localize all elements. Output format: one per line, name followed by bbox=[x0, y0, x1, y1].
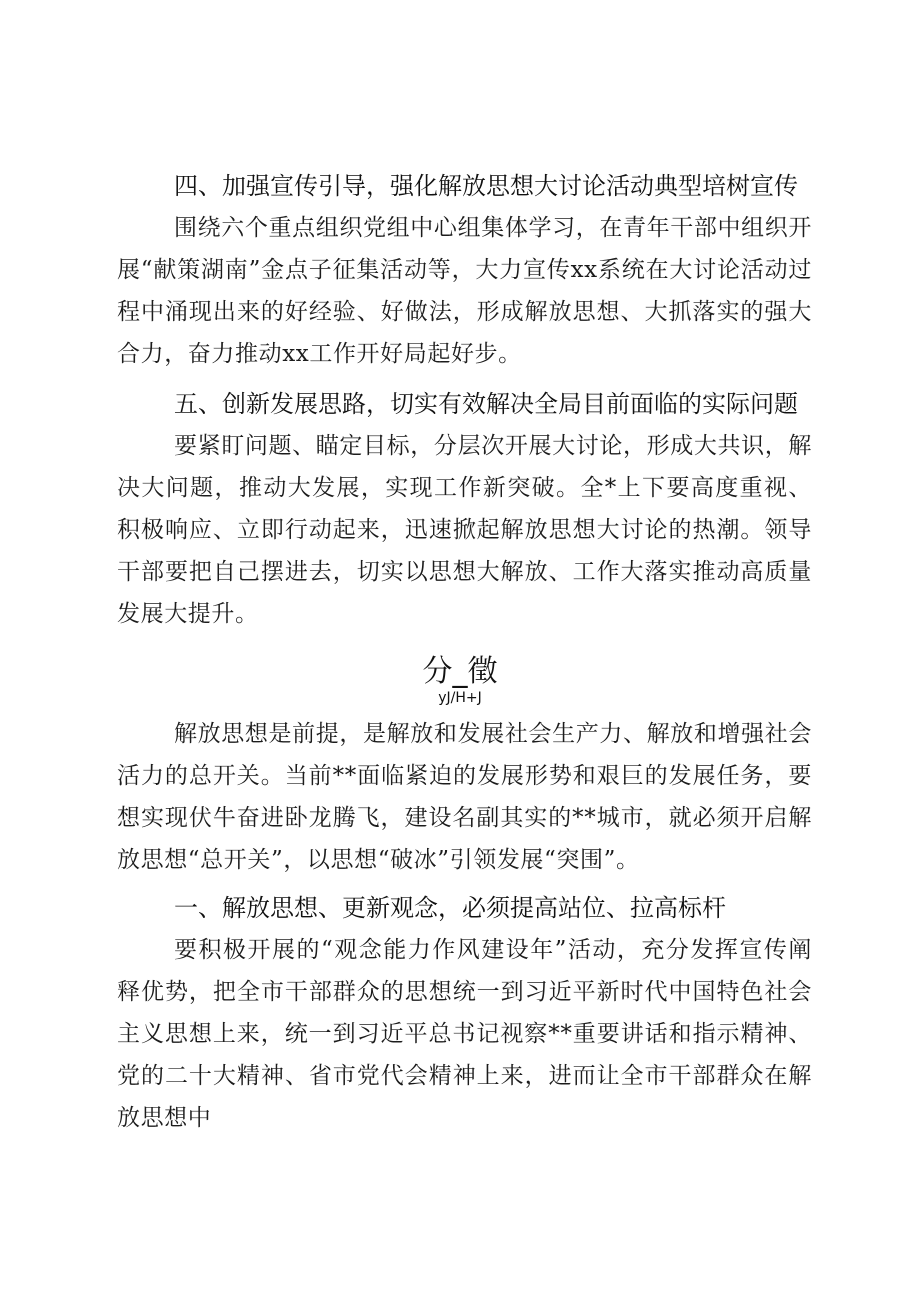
section-four-paragraph: 围绕六个重点组织党组中心组集体学习，在青年干部中组织开展“献策湖南”金点子征集活动等，大力宣传xx系统在大讨论活动过程中涌现出来的好经验、好做法，形成解放思想、大抓落实的强大合力，奋力推动xx工作开好局起好步。 bbox=[117, 215, 812, 367]
section-one-heading: 一、解放思想、更新观念，必须提高站位、拉高标杆 bbox=[174, 894, 726, 922]
section-five-heading: 五、创新发展思路，切实有效解决全局目前面临的实际问题 bbox=[174, 390, 798, 418]
intro-paragraph: 解放思想是前提，是解放和发展社会生产力、解放和增强社会活力的总开关。当前**面临紧迫的发展形势和艰巨的发展任务，要想实现伏牛奋进卧龙腾飞，建设名副其实的**城市，就必须开启解放思想“总开关”，以思想“破冰”引领发展“突围”。 bbox=[117, 721, 812, 873]
section-five-paragraph: 要紧盯问题、瞄定目标，分层次开展大讨论，形成大共识，解决大问题，推动大发展，实现工作新突破。全*上下要高度重视、积极响应、立即行动起来，迅速掀起解放思想大讨论的热潮。领导干部要把自己摆进去，切实以思想大解放、工作大落实推动高质量发展大提升。 bbox=[117, 433, 812, 627]
article-subtitle: yJ/H+J bbox=[438, 690, 482, 706]
section-four-heading: 四、加强宣传引导，强化解放思想大讨论活动典型培树宣传 bbox=[174, 172, 798, 200]
article-title: 分_徵 bbox=[422, 654, 498, 689]
section-one-paragraph: 要积极开展的“观念能力作风建设年”活动，充分发挥宣传阐释优势，把全市干部群众的思想统一到习近平新时代中国特色社会主义思想上来，统一到习近平总书记视察**重要讲话和指示精神、党的二十大精神、省市党代会精神上来，进而让全市干部群众在解放思想中 bbox=[117, 937, 812, 1131]
